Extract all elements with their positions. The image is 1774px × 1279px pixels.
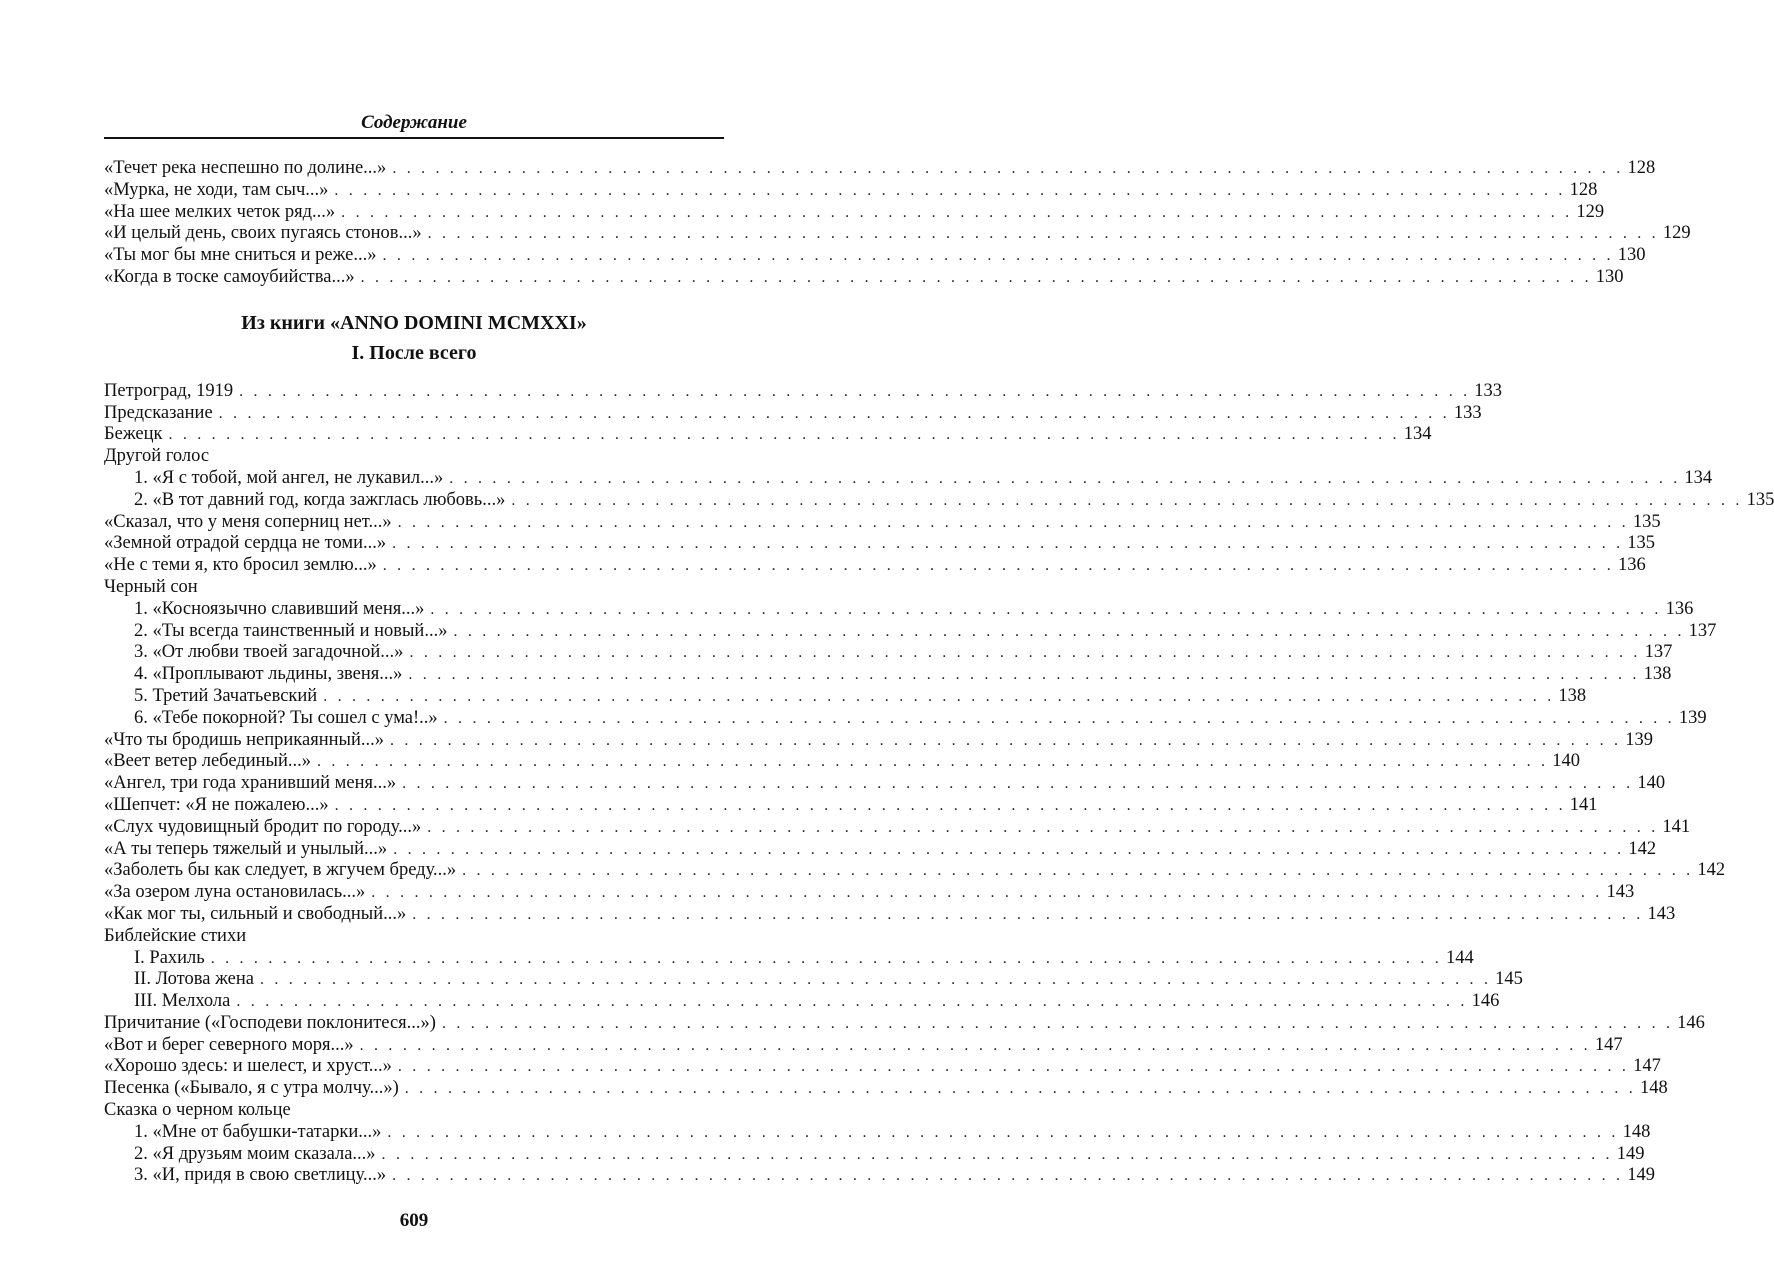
toc-leader-dots: . . . . . . . . . . . . . . . . . . . . . . . . . . . . . . . . . . . . . . . . . . . . . . . . . . . . . . . . . . . . . . . . . . . . . . . . . . . . . . . . . . . . . . bbox=[397, 513, 1629, 531]
toc-entry-page: 129 bbox=[1576, 201, 1605, 222]
toc-entry-page: 134 bbox=[1403, 424, 1432, 445]
toc-entry-page: 147 bbox=[1594, 1034, 1623, 1055]
toc-entry-title: Библейские стихи bbox=[104, 925, 247, 946]
toc-entry bbox=[104, 773, 1666, 795]
toc-entry-title: «Ангел, три года хранивший меня...» bbox=[104, 773, 402, 795]
toc-entry-title: «Заболеть бы как следует, в жгучем бреду...» bbox=[104, 860, 462, 882]
toc-top-list bbox=[104, 158, 1691, 289]
toc-entry-title: «Как мог ты, сильный и свободный...» bbox=[104, 904, 412, 926]
toc-entry-page: 133 bbox=[1453, 402, 1482, 423]
toc-entry-title: Черный сон bbox=[104, 576, 198, 597]
toc-entry-page: 146 bbox=[1677, 1012, 1705, 1033]
toc-entry bbox=[104, 1034, 1623, 1057]
toc-leader-dots: . . . . . . . . . . . . . . . . . . . . . . . . . . . . . . . . . . . . . . . . . . . . . . . . . . . . . . . . . . . . . . . . . . . . . . . . . . . . . . . . . . . . . . bbox=[359, 1036, 1591, 1054]
toc-group-heading bbox=[104, 577, 724, 599]
toc-entry bbox=[104, 1056, 1661, 1078]
toc-leader-dots: . . . . . . . . . . . . . . . . . . . . . . . . . . . . . . . . . . . . . . . . . . . . . . . . . . . . . . . . . . . . . . . . . . . . . . . . . . . . . . . . . . . . . . bbox=[236, 993, 1468, 1011]
toc-entry bbox=[104, 511, 1661, 534]
toc-entry-page: 136 bbox=[1617, 555, 1646, 576]
toc-entry-title: Бежецк bbox=[104, 424, 168, 446]
toc-leader-dots: . . . . . . . . . . . . . . . . . . . . . . . . . . . . . . . . . . . . . . . . . . . . . . . . . . . . . . . . . . . . . . . . . . . . . . . . . . . . . . . . . . . . . . bbox=[382, 557, 1614, 575]
toc-leader-dots: . . . . . . . . . . . . . . . . . . . . . . . . . . . . . . . . . . . . . . . . . . . . . . . . . . . . . . . . . . . . . . . . . . . . . . . . . . . . . . . . . . . . . . bbox=[397, 1058, 1630, 1076]
toc-entry-title: «Не с теми я, кто бросил землю...» bbox=[104, 555, 383, 577]
toc-entry-title: «Веет ветер лебединый...» bbox=[104, 751, 317, 773]
toc-entry-title: Другой голос bbox=[104, 446, 210, 467]
toc-leader-dots: . . . . . . . . . . . . . . . . . . . . . . . . . . . . . . . . . . . . . . . . . . . . . . . . . . . . . . . . . . . . . . . . . . . . . . . . . . . . . . . . . . . . . . bbox=[392, 160, 1624, 177]
toc-entry bbox=[104, 947, 1474, 970]
toc-entry-title: «Шепчет: «Я не пожалею...» bbox=[104, 795, 335, 817]
toc-leader-dots: . . . . . . . . . . . . . . . . . . . . . . . . . . . . . . . . . . . . . . . . . . . . . . . . . . . . . . . . . . . . . . . . . . . . . . . . . . . . . . . . . . . . . . bbox=[430, 600, 1662, 618]
toc-leader-dots: . . . . . . . . . . . . . . . . . . . . . . . . . . . . . . . . . . . . . . . . . . . . . . . . . . . . . . . . . . . . . . . . . . . . . . . . . . . . . . . . . . . . . . bbox=[316, 753, 1549, 771]
toc-entry-page: 142 bbox=[1697, 860, 1726, 881]
toc-entry bbox=[104, 729, 1653, 752]
toc-entry bbox=[104, 903, 1676, 926]
toc-entry-title: «Ты мог бы мне сниться и реже...» bbox=[104, 245, 383, 267]
toc-entry-title: 5. Третий Зачатьевский bbox=[134, 686, 323, 708]
toc-entry bbox=[104, 642, 1673, 664]
toc-leader-dots: . . . . . . . . . . . . . . . . . . . . . . . . . . . . . . . . . . . . . . . . . . . . . . . . . . . . . . . . . . . . . . . . . . . . . . . . . . . . . . . . . . . . . . bbox=[443, 709, 1675, 727]
toc-entry-title: «За озером луна остановилась...» bbox=[104, 882, 371, 904]
toc-entry-page: 140 bbox=[1637, 773, 1666, 794]
toc-leader-dots: . . . . . . . . . . . . . . . . . . . . . . . . . . . . . . . . . . . . . . . . . . . . . . . . . . . . . . . . . . . . . . . . . . . . . . . . . . . . . . . . . . . . . . bbox=[239, 382, 1471, 400]
toc-entry-page: 135 bbox=[1632, 511, 1661, 532]
toc-entry-title: 1. «Мне от бабушки-татарки...» bbox=[134, 1122, 387, 1144]
toc-entry-page: 130 bbox=[1617, 245, 1646, 266]
toc-entry-title: «На шее мелких четок ряд...» bbox=[104, 202, 341, 224]
toc-entry-page: 135 bbox=[1746, 489, 1774, 510]
toc-entry bbox=[104, 991, 1500, 1013]
toc-leader-dots: . . . . . . . . . . . . . . . . . . . . . . . . . . . . . . . . . . . . . . . . . . . . . . . . . . . . . . . . . . . . . . . . . . . . . . . . . . . . . . . . . . . . . . bbox=[168, 426, 1400, 444]
toc-entry bbox=[104, 158, 1656, 180]
toc-group-heading bbox=[104, 446, 724, 468]
toc-leader-dots: . . . . . . . . . . . . . . . . . . . . . . . . . . . . . . . . . . . . . . . . . . . . . . . . . . . . . . . . . . . . . . . . . . . . . . . . . . . . . . . . . . . . . . bbox=[408, 666, 1640, 684]
toc-entry bbox=[104, 245, 1646, 267]
section-heading: I. После всего bbox=[351, 341, 477, 364]
toc-leader-dots: . . . . . . . . . . . . . . . . . . . . . . . . . . . . . . . . . . . . . . . . . . . . . . . . . . . . . . . . . . . . . . . . . . . . . . . . . . . . . . . . . . . . . . bbox=[427, 225, 1659, 243]
toc-leader-dots: . . . . . . . . . . . . . . . . . . . . . . . . . . . . . . . . . . . . . . . . . . . . . . . . . . . . . . . . . . . . . . . . . . . . . . . . . . . . . . . . . . . . . . bbox=[381, 1145, 1613, 1163]
toc-entry bbox=[104, 1143, 1645, 1166]
toc-entry bbox=[104, 1012, 1705, 1035]
toc-entry-title: 2. «Ты всегда таинственный и новый...» bbox=[134, 621, 453, 643]
toc-entry-title: «Мурка, не ходи, там сыч...» bbox=[104, 180, 334, 202]
toc-entry-title: Песенка («Бывало, я с утра молчу...») bbox=[104, 1078, 405, 1100]
toc-entry bbox=[104, 467, 1713, 490]
toc-entry bbox=[104, 533, 1656, 555]
toc-leader-dots: . . . . . . . . . . . . . . . . . . . . . . . . . . . . . . . . . . . . . . . . . . . . . . . . . . . . . . . . . . . . . . . . . . . . . . . . . . . . . . . . . . . . . . bbox=[334, 181, 1566, 199]
toc-leader-dots: . . . . . . . . . . . . . . . . . . . . . . . . . . . . . . . . . . . . . . . . . . . . . . . . . . . . . . . . . . . . . . . . . . . . . . . . . . . . . . . . . . . . . . bbox=[382, 247, 1614, 265]
toc-leader-dots: . . . . . . . . . . . . . . . . . . . . . . . . . . . . . . . . . . . . . . . . . . . . . . . . . . . . . . . . . . . . . . . . . . . . . . . . . . . . . . . . . . . . . . bbox=[453, 622, 1685, 640]
toc-leader-dots: . . . . . . . . . . . . . . . . . . . . . . . . . . . . . . . . . . . . . . . . . . . . . . . . . . . . . . . . . . . . . . . . . . . . . . . . . . . . . . . . . . . . . . bbox=[404, 1080, 1636, 1098]
toc-entry bbox=[104, 1165, 1656, 1187]
toc-leader-dots: . . . . . . . . . . . . . . . . . . . . . . . . . . . . . . . . . . . . . . . . . . . . . . . . . . . . . . . . . . . . . . . . . . . . . . . . . . . . . . . . . . . . . . bbox=[392, 1167, 1624, 1185]
toc-leader-dots: . . . . . . . . . . . . . . . . . . . . . . . . . . . . . . . . . . . . . . . . . . . . . . . . . . . . . . . . . . . . . . . . . . . . . . . . . . . . . . . . . . . . . . bbox=[427, 818, 1659, 836]
toc-entry bbox=[104, 751, 1580, 773]
toc-entry bbox=[104, 664, 1672, 686]
toc-leader-dots: . . . . . . . . . . . . . . . . . . . . . . . . . . . . . . . . . . . . . . . . . . . . . . . . . . . . . . . . . . . . . . . . . . . . . . . . . . . . . . . . . . . . . . bbox=[511, 491, 1743, 509]
toc-entry bbox=[104, 620, 1717, 643]
toc-leader-dots: . . . . . . . . . . . . . . . . . . . . . . . . . . . . . . . . . . . . . . . . . . . . . . . . . . . . . . . . . . . . . . . . . . . . . . . . . . . . . . . . . . . . . . bbox=[462, 862, 1694, 880]
toc-entry-page: 148 bbox=[1639, 1078, 1668, 1099]
toc-entry-page: 147 bbox=[1633, 1056, 1661, 1077]
toc-entry-title: Петроград, 1919 bbox=[104, 381, 239, 403]
toc-entry-title: II. Лотова жена bbox=[134, 969, 260, 991]
toc-group-heading bbox=[104, 926, 724, 948]
toc-entry bbox=[104, 489, 1774, 512]
toc-entry-title: 4. «Проплывают льдины, звеня...» bbox=[134, 664, 408, 686]
toc-entry bbox=[104, 1078, 1668, 1100]
toc-entry-title: 1. «Косноязычно славивший меня...» bbox=[134, 599, 430, 621]
toc-entry bbox=[104, 969, 1523, 991]
toc-entry-title: «Земной отрадой сердца не томи...» bbox=[104, 533, 392, 555]
toc-leader-dots: . . . . . . . . . . . . . . . . . . . . . . . . . . . . . . . . . . . . . . . . . . . . . . . . . . . . . . . . . . . . . . . . . . . . . . . . . . . . . . . . . . . . . . bbox=[393, 840, 1625, 858]
toc-entry-title: «Хорошо здесь: и шелест, и хруст...» bbox=[104, 1056, 398, 1078]
toc-entry-title: Причитание («Господеви поклонитеся...») bbox=[104, 1013, 442, 1035]
toc-entry bbox=[104, 882, 1635, 904]
toc-group-heading bbox=[104, 1100, 724, 1122]
toc-entry bbox=[104, 838, 1657, 861]
toc-leader-dots: . . . . . . . . . . . . . . . . . . . . . . . . . . . . . . . . . . . . . . . . . . . . . . . . . . . . . . . . . . . . . . . . . . . . . . . . . . . . . . . . . . . . . . bbox=[259, 971, 1492, 989]
toc-entry-page: 143 bbox=[1606, 882, 1635, 903]
toc-entry bbox=[104, 223, 1691, 245]
toc-entry bbox=[104, 794, 1598, 817]
toc-entry-title: «Вот и берег северного моря...» bbox=[104, 1035, 360, 1057]
toc-leader-dots: . . . . . . . . . . . . . . . . . . . . . . . . . . . . . . . . . . . . . . . . . . . . . . . . . . . . . . . . . . . . . . . . . . . . . . . . . . . . . . . . . . . . . . bbox=[218, 404, 1450, 422]
toc-entry-page: 135 bbox=[1627, 533, 1656, 554]
toc-leader-dots: . . . . . . . . . . . . . . . . . . . . . . . . . . . . . . . . . . . . . . . . . . . . . . . . . . . . . . . . . . . . . . . . . . . . . . . . . . . . . . . . . . . . . . bbox=[210, 949, 1442, 967]
toc-entry-title: Предсказание bbox=[104, 403, 219, 425]
toc-entry-page: 146 bbox=[1471, 991, 1500, 1012]
toc-entry-page: 133 bbox=[1474, 380, 1503, 401]
toc-entry-title: «Что ты бродишь неприкаянный...» bbox=[104, 730, 390, 752]
toc-leader-dots: . . . . . . . . . . . . . . . . . . . . . . . . . . . . . . . . . . . . . . . . . . . . . . . . . . . . . . . . . . . . . . . . . . . . . . . . . . . . . . . . . . . . . . bbox=[371, 884, 1603, 902]
toc-entry bbox=[104, 816, 1691, 839]
toc-entry-page: 139 bbox=[1678, 707, 1707, 728]
toc-entry-page: 148 bbox=[1622, 1121, 1651, 1142]
toc-entry-title: «Слух чудовищный бродит по городу...» bbox=[104, 817, 427, 839]
toc-entry bbox=[104, 598, 1694, 621]
toc-entry-page: 128 bbox=[1627, 158, 1656, 178]
table-of-contents bbox=[104, 158, 1774, 1187]
toc-entry bbox=[104, 555, 1646, 577]
toc-entry-title: 3. «И, придя в свою светлицу...» bbox=[134, 1165, 392, 1187]
toc-leader-dots: . . . . . . . . . . . . . . . . . . . . . . . . . . . . . . . . . . . . . . . . . . . . . . . . . . . . . . . . . . . . . . . . . . . . . . . . . . . . . . . . . . . . . . bbox=[402, 775, 1634, 793]
toc-main-list bbox=[104, 380, 1774, 1187]
toc-entry bbox=[104, 1121, 1651, 1144]
toc-leader-dots: . . . . . . . . . . . . . . . . . . . . . . . . . . . . . . . . . . . . . . . . . . . . . . . . . . . . . . . . . . . . . . . . . . . . . . . . . . . . . . . . . . . . . . bbox=[341, 203, 1573, 221]
toc-leader-dots: . . . . . . . . . . . . . . . . . . . . . . . . . . . . . . . . . . . . . . . . . . . . . . . . . . . . . . . . . . . . . . . . . . . . . . . . . . . . . . . . . . . . . . bbox=[409, 644, 1641, 662]
toc-leader-dots: . . . . . . . . . . . . . . . . . . . . . . . . . . . . . . . . . . . . . . . . . . . . . . . . . . . . . . . . . . . . . . . . . . . . . . . . . . . . . . . . . . . . . . bbox=[389, 731, 1622, 749]
toc-entry-page: 137 bbox=[1688, 620, 1717, 641]
toc-entry-title: «И целый день, своих пугаясь стонов...» bbox=[104, 223, 428, 245]
toc-entry bbox=[104, 860, 1726, 882]
toc-entry-page: 145 bbox=[1495, 969, 1523, 990]
toc-entry-page: 134 bbox=[1684, 467, 1713, 488]
toc-entry-title: «Течет река неспешно по долине...» bbox=[104, 158, 392, 180]
toc-entry-title: 6. «Тебе покорной? Ты сошел с ума!..» bbox=[134, 708, 444, 730]
toc-entry-page: 142 bbox=[1628, 838, 1657, 859]
toc-leader-dots: . . . . . . . . . . . . . . . . . . . . . . . . . . . . . . . . . . . . . . . . . . . . . . . . . . . . . . . . . . . . . . . . . . . . . . . . . . . . . . . . . . . . . . bbox=[360, 268, 1592, 286]
running-head: Содержание bbox=[361, 112, 467, 133]
toc-entry bbox=[104, 424, 1432, 446]
toc-entry-page: 129 bbox=[1662, 223, 1691, 244]
toc-entry bbox=[104, 380, 1503, 403]
toc-entry-title: III. Мелхола bbox=[134, 991, 236, 1013]
toc-entry-title: 2. «Я друзьям моим сказала...» bbox=[134, 1144, 382, 1166]
toc-leader-dots: . . . . . . . . . . . . . . . . . . . . . . . . . . . . . . . . . . . . . . . . . . . . . . . . . . . . . . . . . . . . . . . . . . . . . . . . . . . . . . . . . . . . . . bbox=[387, 1123, 1619, 1141]
toc-entry-title: I. Рахиль bbox=[134, 948, 211, 970]
book-heading: Из книги «ANNO DOMINI MCMXXI» bbox=[241, 311, 587, 334]
toc-leader-dots: . . . . . . . . . . . . . . . . . . . . . . . . . . . . . . . . . . . . . . . . . . . . . . . . . . . . . . . . . . . . . . . . . . . . . . . . . . . . . . . . . . . . . . bbox=[323, 687, 1555, 705]
toc-entry-page: 149 bbox=[1616, 1143, 1645, 1164]
toc-entry-page: 143 bbox=[1647, 903, 1676, 924]
toc-leader-dots: . . . . . . . . . . . . . . . . . . . . . . . . . . . . . . . . . . . . . . . . . . . . . . . . . . . . . . . . . . . . . . . . . . . . . . . . . . . . . . . . . . . . . . bbox=[449, 469, 1681, 487]
toc-leader-dots: . . . . . . . . . . . . . . . . . . . . . . . . . . . . . . . . . . . . . . . . . . . . . . . . . . . . . . . . . . . . . . . . . . . . . . . . . . . . . . . . . . . . . . bbox=[334, 796, 1566, 814]
toc-entry-title: «А ты теперь тяжелый и унылый...» bbox=[104, 839, 393, 861]
toc-entry-page: 128 bbox=[1569, 179, 1598, 200]
page-number: 609 bbox=[399, 1210, 429, 1231]
toc-entry-title: «Сказал, что у меня соперниц нет...» bbox=[104, 512, 398, 534]
toc-entry-page: 138 bbox=[1643, 664, 1672, 685]
toc-entry-title: «Когда в тоске самоубийства...» bbox=[104, 267, 361, 289]
toc-entry bbox=[104, 685, 1587, 708]
toc-entry-page: 149 bbox=[1627, 1165, 1656, 1186]
toc-entry-page: 141 bbox=[1569, 794, 1598, 815]
toc-entry-page: 141 bbox=[1662, 816, 1691, 837]
header-rule bbox=[104, 137, 724, 139]
toc-entry bbox=[104, 201, 1605, 224]
toc-entry-page: 139 bbox=[1625, 729, 1653, 750]
toc-entry bbox=[104, 179, 1598, 202]
toc-entry bbox=[104, 266, 1624, 289]
toc-entry-page: 140 bbox=[1552, 751, 1580, 772]
toc-entry bbox=[104, 707, 1707, 730]
toc-entry-page: 130 bbox=[1595, 266, 1624, 287]
toc-entry bbox=[104, 402, 1482, 425]
toc-entry-page: 137 bbox=[1644, 642, 1673, 663]
toc-entry-title: 3. «От любви твоей загадочной...» bbox=[134, 642, 409, 664]
toc-entry-page: 138 bbox=[1558, 685, 1587, 706]
toc-entry-title: Сказка о черном кольце bbox=[104, 1100, 291, 1121]
toc-entry-title: 1. «Я с тобой, мой ангел, не лукавил...» bbox=[134, 468, 449, 490]
toc-entry-page: 136 bbox=[1665, 598, 1694, 619]
toc-leader-dots: . . . . . . . . . . . . . . . . . . . . . . . . . . . . . . . . . . . . . . . . . . . . . . . . . . . . . . . . . . . . . . . . . . . . . . . . . . . . . . . . . . . . . . bbox=[392, 535, 1624, 553]
toc-leader-dots: . . . . . . . . . . . . . . . . . . . . . . . . . . . . . . . . . . . . . . . . . . . . . . . . . . . . . . . . . . . . . . . . . . . . . . . . . . . . . . . . . . . . . . bbox=[412, 905, 1644, 923]
toc-entry-page: 144 bbox=[1445, 947, 1474, 968]
toc-leader-dots: . . . . . . . . . . . . . . . . . . . . . . . . . . . . . . . . . . . . . . . . . . . . . . . . . . . . . . . . . . . . . . . . . . . . . . . . . . . . . . . . . . . . . . bbox=[441, 1014, 1674, 1032]
toc-entry-title: 2. «В тот давний год, когда зажглась любовь...» bbox=[134, 490, 511, 512]
